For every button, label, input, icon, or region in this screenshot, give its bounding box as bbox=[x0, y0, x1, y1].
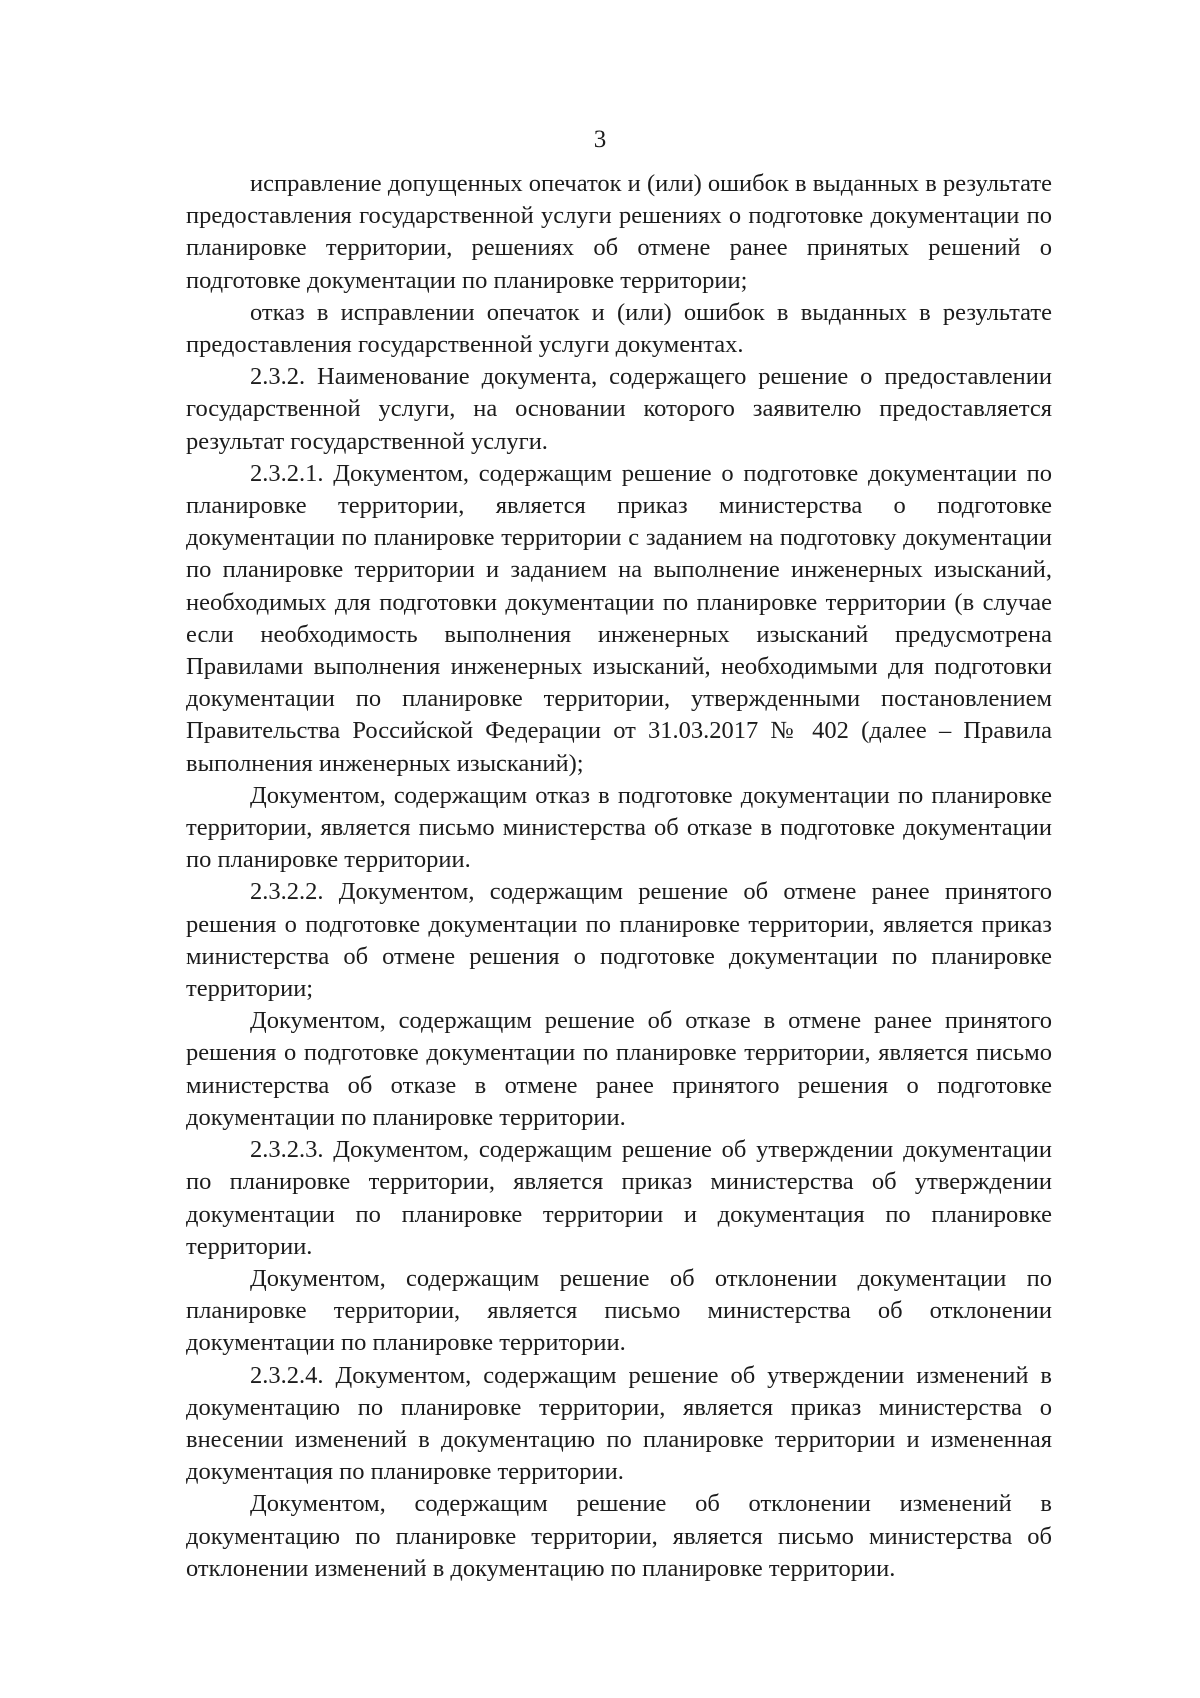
paragraph-refusal-preparation: Документом, содержащим отказ в подготовке документации по планировке территории, является письмо министерства об отказе в подготовке документации по планировке территории. bbox=[186, 781, 1052, 874]
paragraph-rejection-changes: Документом, содержащим решение об отклонении изменений в документацию по планировке территории, является письмо министерства об отклонении изменений в документацию по планировке территории. bbox=[186, 1490, 1052, 1582]
document-body bbox=[186, 168, 1052, 1585]
paragraph-2-3-2-1: 2.3.2.1. Документом, содержащим решение о подготовке документации по планировке территории, является приказ министерства о подготовке документации по планировке территории с заданием на подготовку документации по планировке территории и заданием на выполнение инженерных изысканий, необходимых для подготовки документации по планировке территории (в случае если необходимость выполнения инженерных изысканий предусмотрена Правилами выполнения инженерных изысканий, необходимыми для подготовки документации по планировке территории, утвержденными постановлением Правительства Российской Федерации от 31.03.2017 № 402 (далее – Правила выполнения инженерных изысканий); bbox=[186, 459, 1052, 777]
paragraph-2-3-2-4: 2.3.2.4. Документом, содержащим решение об утверждении изменений в документацию по планировке территории, является приказ министерства о внесении изменений в документацию по планировке территории и измененная документация по планировке территории. bbox=[186, 1361, 1052, 1486]
paragraph-refusal-correction: отказ в исправлении опечаток и (или) ошибок в выданных в результате предоставления государственной услуги документах. bbox=[186, 298, 1052, 359]
paragraph-refusal-cancellation: Документом, содержащим решение об отказе в отмене ранее принятого решения о подготовке документации по планировке территории, является письмо министерства об отказе в отмене ранее принятого решения о подготовке документации по планировке территории. bbox=[186, 1007, 1052, 1131]
paragraph-correction-errors: исправление допущенных опечаток и (или) ошибок в выданных в результате предоставления государственной услуги решениях о подготовке документации по планировке территории, решениях об отмене ранее принятых решений о подготовке документации по планировке территории; bbox=[186, 170, 1052, 294]
paragraph-2-3-2-2: 2.3.2.2. Документом, содержащим решение об отмене ранее принятого решения о подготовке документации по планировке территории, является приказ министерства об отмене решения о подготовке документации по планировке территории; bbox=[186, 878, 1052, 1003]
page-number: 3 bbox=[593, 126, 607, 153]
paragraph-2-3-2-3: 2.3.2.3. Документом, содержащим решение об утверждении документации по планировке территории, является приказ министерства об утверждении документации по планировке территории и документация по планировке территории. bbox=[186, 1136, 1052, 1260]
paragraph-rejection-documentation: Документом, содержащим решение об отклонении документации по планировке территории, является письмо министерства об отклонении документации по планировке территории. bbox=[186, 1264, 1052, 1357]
paragraph-2-3-2: 2.3.2. Наименование документа, содержащего решение о предоставлении государственной услуги, на основании которого заявителю предоставляется результат государственной услуги. bbox=[186, 363, 1052, 455]
